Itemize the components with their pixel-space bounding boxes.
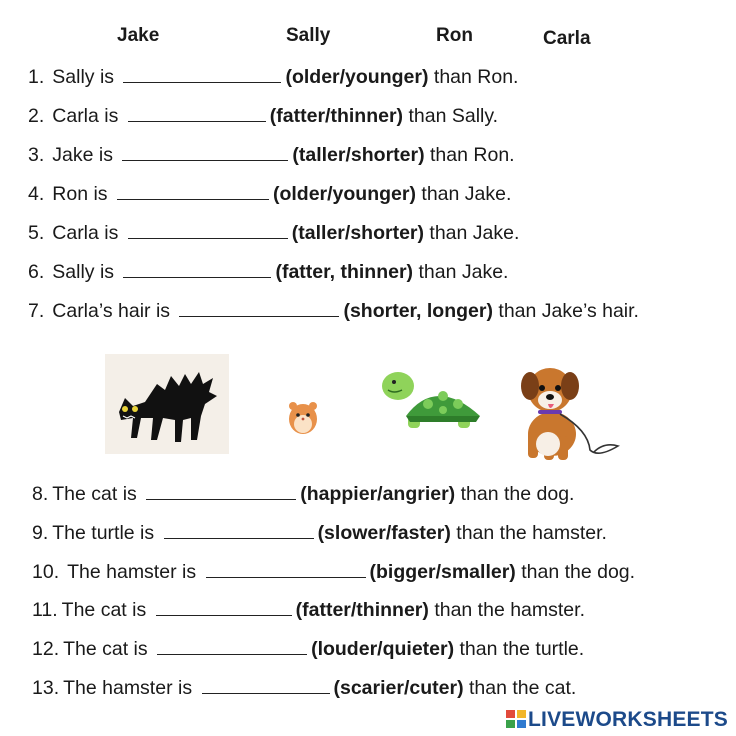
question-prefix: Carla is bbox=[52, 105, 119, 127]
answer-blank-10[interactable] bbox=[206, 561, 366, 578]
answer-blank-8[interactable] bbox=[146, 483, 296, 500]
question-options: (happier/angrier) bbox=[300, 483, 456, 505]
answer-blank-2[interactable] bbox=[128, 105, 266, 122]
answer-blank-13[interactable] bbox=[202, 677, 330, 694]
question-12 bbox=[32, 637, 584, 661]
question-5 bbox=[28, 221, 519, 245]
question-options: (slower/faster) bbox=[317, 522, 451, 544]
question-number: 6. bbox=[28, 261, 45, 283]
answer-blank-9[interactable] bbox=[164, 522, 314, 539]
question-options: (scarier/cuter) bbox=[333, 677, 464, 699]
question-11 bbox=[32, 598, 585, 622]
question-suffix: than Ron. bbox=[430, 144, 515, 166]
question-suffix: than the hamster. bbox=[434, 599, 585, 621]
question-prefix: The cat is bbox=[52, 483, 137, 505]
answer-blank-1[interactable] bbox=[123, 66, 281, 83]
brand-text: LIVEWORKSHEETS bbox=[528, 708, 728, 731]
question-9 bbox=[32, 521, 607, 545]
question-suffix: than the dog. bbox=[460, 483, 575, 505]
question-number: 13. bbox=[32, 677, 60, 699]
question-options: (older/younger) bbox=[285, 66, 429, 88]
question-prefix: The turtle is bbox=[52, 522, 155, 544]
question-suffix: than the cat. bbox=[469, 677, 577, 699]
dog-icon bbox=[508, 350, 628, 466]
hamster-icon bbox=[286, 398, 320, 436]
question-options: (louder/quieter) bbox=[311, 638, 455, 660]
question-2 bbox=[28, 104, 498, 128]
name-sally: Sally bbox=[286, 25, 331, 46]
question-options: (fatter/thinner) bbox=[295, 599, 429, 621]
name-ron: Ron bbox=[436, 25, 473, 46]
question-number: 7. bbox=[28, 300, 45, 322]
question-7 bbox=[28, 299, 639, 323]
animals-row bbox=[0, 340, 736, 470]
question-number: 4. bbox=[28, 183, 45, 205]
answer-blank-7[interactable] bbox=[179, 300, 339, 317]
question-13 bbox=[32, 676, 576, 700]
question-suffix: than Jake. bbox=[418, 261, 509, 283]
question-4 bbox=[28, 182, 511, 206]
answer-blank-11[interactable] bbox=[156, 599, 292, 616]
question-prefix: Carla is bbox=[52, 222, 119, 244]
question-suffix: than Sally. bbox=[408, 105, 499, 127]
angry-black-cat-icon bbox=[105, 354, 229, 454]
question-options: (fatter, thinner) bbox=[275, 261, 414, 283]
question-number: 11. bbox=[32, 599, 58, 621]
question-prefix: The cat is bbox=[63, 638, 148, 660]
question-prefix: The hamster is bbox=[67, 561, 197, 583]
question-prefix: Sally is bbox=[52, 66, 115, 88]
question-number: 10. bbox=[32, 561, 60, 583]
question-options: (bigger/smaller) bbox=[369, 561, 516, 583]
name-carla: Carla bbox=[543, 28, 591, 49]
question-suffix: than the turtle. bbox=[459, 638, 585, 660]
question-suffix: than Jake. bbox=[429, 222, 520, 244]
turtle-icon bbox=[376, 368, 484, 436]
question-options: (older/younger) bbox=[272, 183, 416, 205]
question-suffix: than the hamster. bbox=[456, 522, 607, 544]
question-prefix: Carla’s hair is bbox=[52, 300, 171, 322]
question-3 bbox=[28, 143, 515, 167]
question-number: 9. bbox=[32, 522, 49, 544]
name-jake: Jake bbox=[117, 25, 160, 46]
liveworksheets-brand bbox=[506, 708, 728, 732]
question-number: 2. bbox=[28, 105, 45, 127]
question-number: 1. bbox=[28, 66, 45, 88]
question-prefix: Jake is bbox=[52, 144, 113, 166]
question-prefix: The cat is bbox=[61, 599, 147, 621]
liveworksheets-logo-icon bbox=[506, 710, 526, 728]
question-prefix: Ron is bbox=[52, 183, 108, 205]
answer-blank-3[interactable] bbox=[122, 144, 288, 161]
question-options: (fatter/thinner) bbox=[269, 105, 404, 127]
question-suffix: than the dog. bbox=[521, 561, 636, 583]
question-prefix: The hamster is bbox=[63, 677, 193, 699]
question-number: 12. bbox=[32, 638, 60, 660]
answer-blank-6[interactable] bbox=[123, 261, 271, 278]
question-6 bbox=[28, 260, 508, 284]
question-number: 8. bbox=[32, 483, 49, 505]
answer-blank-5[interactable] bbox=[128, 222, 288, 239]
question-suffix: than Ron. bbox=[433, 66, 519, 88]
question-10 bbox=[32, 560, 635, 584]
character-names-row bbox=[0, 0, 736, 52]
answer-blank-4[interactable] bbox=[117, 183, 269, 200]
question-1 bbox=[28, 65, 518, 89]
question-suffix: than Jake’s hair. bbox=[498, 300, 639, 322]
question-number: 5. bbox=[28, 222, 45, 244]
question-options: (shorter, longer) bbox=[343, 300, 493, 322]
question-options: (taller/shorter) bbox=[292, 144, 425, 166]
question-options: (taller/shorter) bbox=[291, 222, 424, 244]
answer-blank-12[interactable] bbox=[157, 638, 307, 655]
question-suffix: than Jake. bbox=[421, 183, 512, 205]
question-number: 3. bbox=[28, 144, 45, 166]
question-8 bbox=[32, 482, 574, 506]
question-prefix: Sally is bbox=[52, 261, 115, 283]
